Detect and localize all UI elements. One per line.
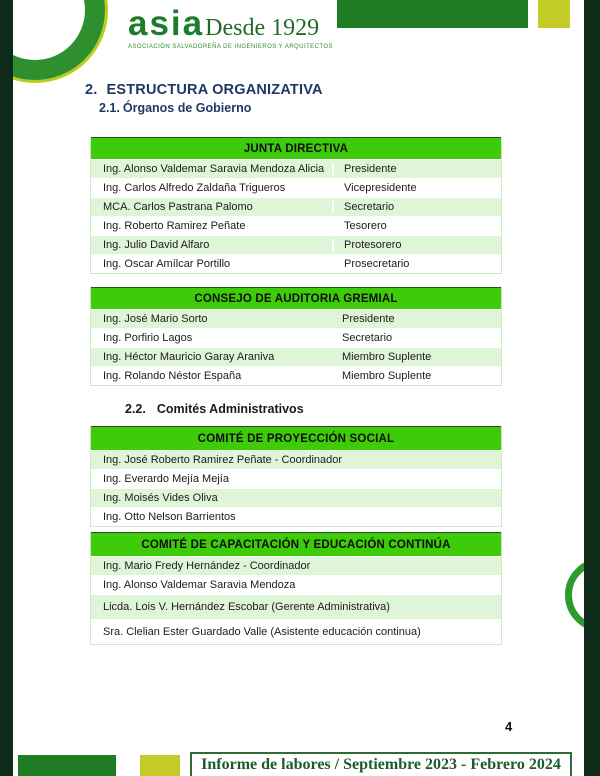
table-row: [91, 347, 501, 366]
table-comite-proyeccion: [90, 426, 502, 527]
cell-role: Tesorero: [332, 220, 501, 232]
brand-subtitle: ASOCIACIÓN SALVADOREÑA DE INGENIEROS Y ARQUITECTOS: [128, 44, 333, 50]
member-row: Ing. Moisés Vides Oliva: [91, 488, 501, 507]
footer-yellow-square: [140, 755, 180, 776]
section-heading-block: [85, 82, 323, 115]
member-row: Licda. Lois V. Hernández Escobar (Gerente Administrativa): [91, 594, 501, 619]
member-row: Ing. Mario Fredy Hernández - Coordinador: [91, 556, 501, 575]
section-2-number: 2.: [85, 82, 98, 98]
cell-role: Prosecretario: [332, 258, 501, 270]
left-edge-bar: [0, 0, 13, 776]
cell-name: Ing. Roberto Ramirez Peñate: [103, 220, 246, 232]
table-junta-directiva: [90, 137, 502, 274]
member-row: Ing. Otto Nelson Barrientos: [91, 507, 501, 526]
table-row: [91, 159, 501, 178]
table-title: JUNTA DIRECTIVA: [91, 137, 501, 159]
cell-name: Ing. Julio David Alfaro: [103, 239, 210, 251]
table-row: [91, 328, 501, 347]
cell-name: Ing. Porfirio Lagos: [103, 332, 193, 344]
cell-role: Miembro Suplente: [342, 351, 432, 363]
header-green-bar: [337, 0, 528, 28]
header-yellow-square: [538, 0, 570, 28]
cell-name: Ing. Oscar Amílcar Portillo: [103, 258, 231, 270]
table-title: COMITÉ DE CAPACITACIÓN Y EDUCACIÓN CONTINÚA: [91, 532, 501, 556]
cell-role: Protesorero: [332, 239, 501, 251]
section-2-2-number: 2.2.: [125, 402, 146, 416]
table-row: [91, 309, 501, 328]
section-2-2-title: Comités Administrativos: [156, 402, 304, 416]
cell-name: Ing. José Mario Sorto: [103, 313, 208, 325]
table-comite-capacitacion: [90, 532, 502, 645]
footer-green-rect: [18, 755, 116, 776]
logo-ring-icon: [0, 0, 105, 80]
table-row: [91, 197, 501, 216]
footer-box: [190, 752, 572, 776]
cell-role: Presidente: [332, 163, 501, 175]
table-title: CONSEJO DE AUDITORIA GREMIAL: [91, 287, 501, 309]
section-2-title: ESTRUCTURA ORGANIZATIVA: [106, 82, 323, 98]
section-2-2-heading: [125, 402, 304, 416]
cell-name: Ing. Alonso Valdemar Saravia Mendoza Alicia: [103, 163, 325, 175]
cell-name: Ing. Héctor Mauricio Garay Araniva: [103, 351, 275, 363]
section-2-heading: [85, 82, 323, 98]
member-row: Sra. Clelian Ester Guardado Valle (Asistente educación continua): [91, 619, 501, 644]
cell-name: Ing. Rolando Néstor España: [103, 370, 242, 382]
cell-role: Presidente: [342, 313, 395, 325]
section-2-1-title: Órganos de Gobierno: [122, 101, 252, 115]
member-row: Ing. Alonso Valdemar Saravia Mendoza: [91, 575, 501, 594]
table-title: COMITÉ DE PROYECCIÓN SOCIAL: [91, 426, 501, 450]
cell-role: Miembro Suplente: [342, 370, 432, 382]
cell-role: Vicepresidente: [332, 182, 501, 194]
brand-since-text: Desde 1929: [205, 15, 320, 41]
brand-text: asia: [128, 4, 205, 43]
cell-name: MCA. Carlos Pastrana Palomo: [103, 201, 253, 213]
section-2-1-number: 2.1.: [99, 101, 120, 115]
table-row: [91, 216, 501, 235]
cell-role: Secretario: [342, 332, 393, 344]
page-number: 4: [505, 719, 513, 734]
table-row: [91, 235, 501, 254]
table-consejo-auditoria: [90, 287, 502, 386]
table-row: [91, 178, 501, 197]
cell-name: Ing. Carlos Alfredo Zaldaña Trigueros: [103, 182, 286, 194]
table-row: [91, 254, 501, 273]
table-row: [91, 366, 501, 385]
member-row: Ing. Everardo Mejía Mejía: [91, 469, 501, 488]
member-row: Ing. José Roberto Ramirez Peñate - Coordinador: [91, 450, 501, 469]
cell-role: Secretario: [332, 201, 501, 213]
section-2-1-heading: [99, 101, 323, 115]
footer-text: Informe de labores / Septiembre 2023 - Febrero 2024: [201, 756, 561, 773]
asia-logo: [128, 6, 333, 50]
right-edge-bar: [584, 0, 600, 776]
